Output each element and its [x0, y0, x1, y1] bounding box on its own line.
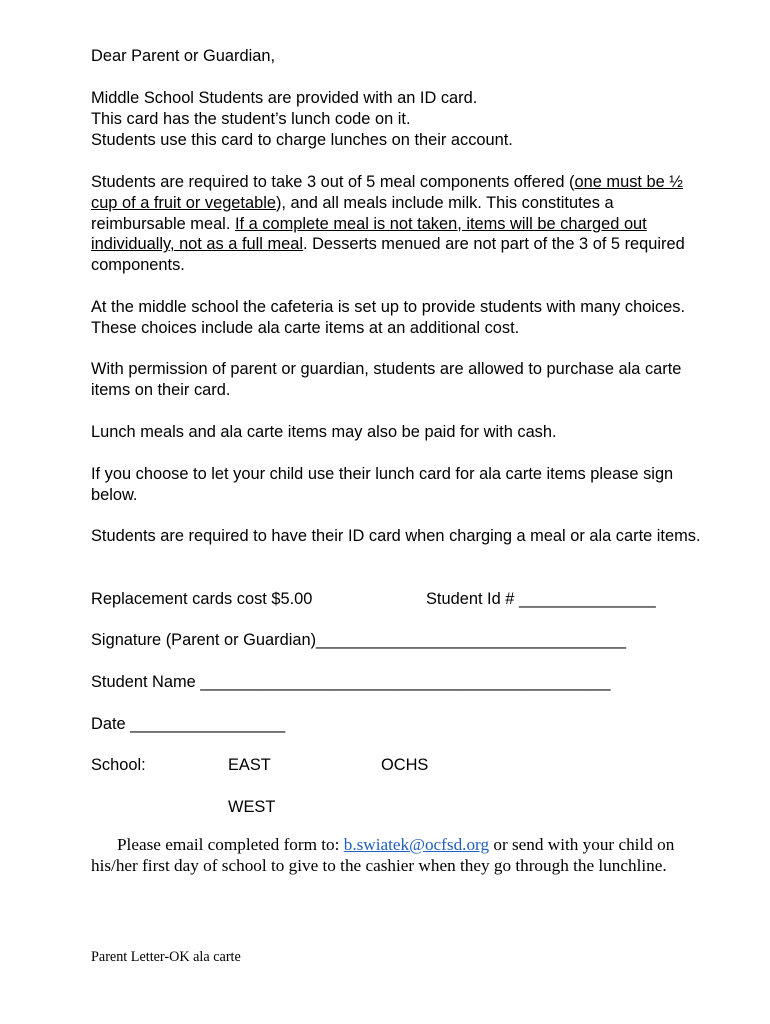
- school-label: School:: [91, 756, 146, 774]
- meal-components-paragraph: [91, 172, 701, 276]
- intro-line-1: Middle School Students are provided with an ID card.: [91, 89, 478, 107]
- cash-paragraph: Lunch meals and ala carte items may also be paid for with cash.: [91, 423, 557, 441]
- signature-field[interactable]: Signature (Parent or Guardian)__________________________________: [91, 631, 626, 649]
- email-text-after: or send with your child on his/her first day of school to give to the cashier when they go through the lunchline.: [91, 835, 675, 875]
- charge-individually-notice: If a complete meal is not taken, items will be charged out individually, not as a full meal: [91, 214, 647, 254]
- components-text-2: ), and all meals include milk. This constitutes a reimbursable meal.: [91, 193, 614, 233]
- email-link[interactable]: b.swiatek@ocfsd.org: [343, 835, 490, 854]
- school-option-west[interactable]: WEST: [228, 798, 276, 816]
- footer-label: Parent Letter-OK ala carte: [91, 949, 241, 965]
- greeting: Dear Parent or Guardian,: [91, 47, 276, 65]
- school-option-ochs[interactable]: OCHS: [381, 756, 429, 774]
- student-name-field[interactable]: Student Name _____________________________________________: [91, 673, 611, 691]
- components-text-3: . Desserts menued are not part of the 3 of 5 required components.: [91, 235, 685, 275]
- permission-paragraph: With permission of parent or guardian, students are allowed to purchase ala carte items on their card.: [91, 360, 682, 399]
- fruit-vegetable-requirement: one must be ½ cup of a fruit or vegetable: [91, 173, 683, 212]
- intro-line-2: This card has the student’s lunch code on it.: [91, 109, 411, 128]
- cafeteria-paragraph: At the middle school the cafeteria is set up to provide students with many choices. These choices include ala carte items at an additional cost.: [91, 298, 686, 337]
- sign-below-paragraph: If you choose to let your child use their lunch card for ala carte items please sign below.: [91, 465, 674, 504]
- student-id-field[interactable]: Student Id # _______________: [426, 590, 656, 608]
- intro-line-3: Students use this card to charge lunches on their account.: [91, 130, 513, 149]
- email-instructions: [91, 835, 701, 877]
- date-field[interactable]: Date _________________: [91, 715, 286, 733]
- intro-paragraph: [91, 88, 701, 150]
- components-text-1: Students are required to take 3 out of 5 meal components offered (: [91, 173, 575, 191]
- email-text-before: Please email completed form to:: [117, 835, 344, 854]
- replacement-cost: Replacement cards cost $5.00: [91, 590, 313, 608]
- id-required-paragraph: Students are required to have their ID card when charging a meal or ala carte items.: [91, 527, 701, 545]
- school-option-east[interactable]: EAST: [228, 756, 271, 774]
